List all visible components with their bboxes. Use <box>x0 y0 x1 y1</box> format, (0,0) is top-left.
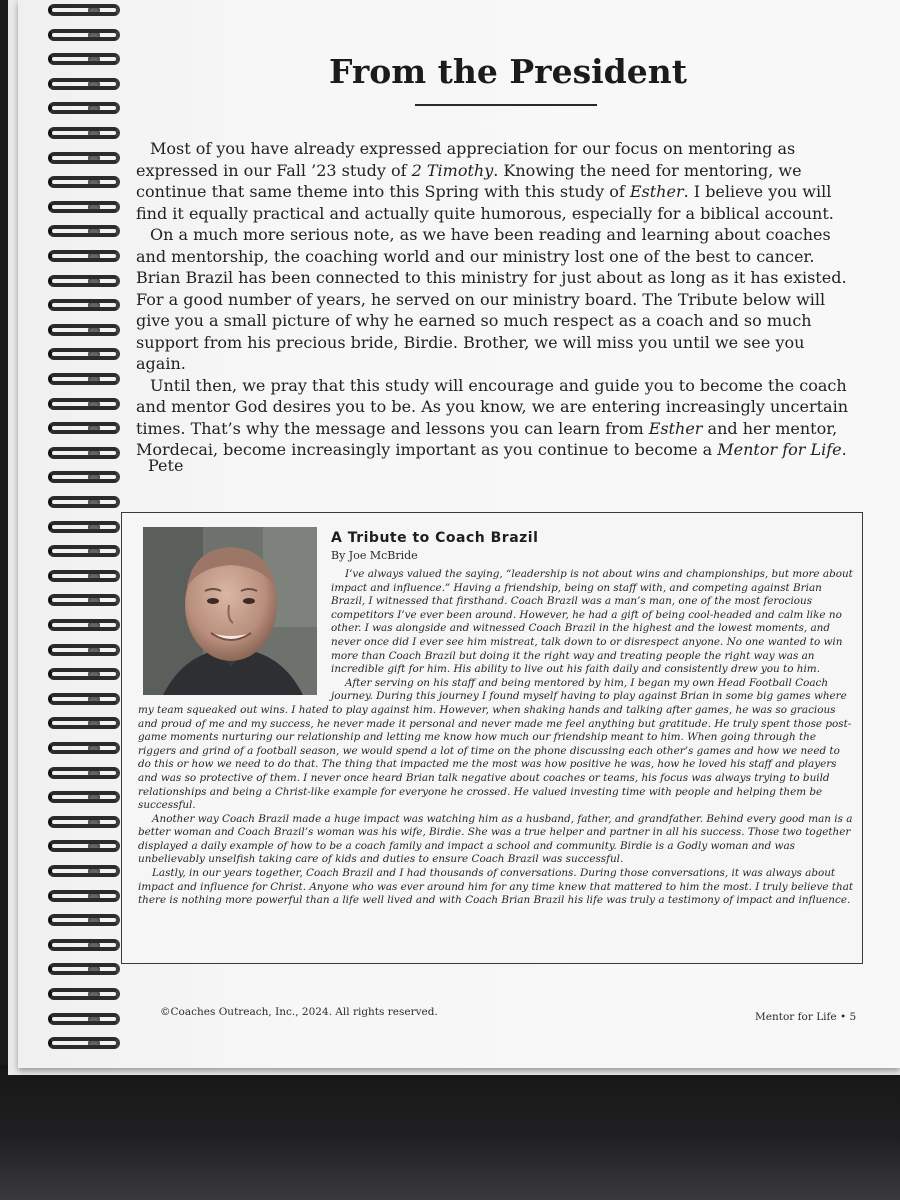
copyright-notice: ©Coaches Outreach, Inc., 2024. All rights reserved. <box>160 1006 438 1018</box>
letter-paragraph-2: On a much more serious note, as we have been reading and learning about coaches and mentorship, the coaching world and our ministry lost one of the best to cancer. Brian Brazil has been connected to this ministry for just about as long as it has existed. For a good number of years, he served on our ministry board. The Tribute below will give you a small picture of why he earned so much respect as a coach and so much support from his precious bride, Birdie. Brother, we will miss you until we see you again. <box>136 225 847 373</box>
title-underline <box>415 104 597 106</box>
letter-paragraph-3: Until then, we pray that this study will encourage and guide you to become the coach and mentor God desires you to be. As you know, we are entering increasingly uncertain times. That’s why the message and lessons you can learn from Esther and her mentor, Mordecai, become increasingly important as you continue to become a Mentor for Life. <box>136 375 849 459</box>
tribute-paragraph-2: After serving on his staff and being mentored by him, I began my own Head Football Coach journey. During this journey I found myself having to play against Brian in some big games where my team squeaked out wins. I hated to play against him. However, when shaking hands and talking after games, he was so gracious and proud of me and my success, he never made it personal and never made me feel anything but gratitude. He truly spent those post-game moments nurturing our relationship and letting me know how much our friendship meant to him. When going through the riggers and grind of a football season, we would spend a lot of time on the phone discussing each other’s games and how we need to do this or how we need to do that. The thing that impacted me the most was how positive he was, how he loved his staff and players and was so protective of them. I never once heard Brian talk negative about coaches or teams, his focus was always trying to build relationships and being a Christ-like example for everyone he crossed. He valued investing time with people and helping them be successful. <box>138 676 852 812</box>
tribute-title: A Tribute to Coach Brazil <box>331 530 539 546</box>
tribute-box <box>121 512 863 964</box>
letter-paragraph-1: Most of you have already expressed appreciation for our focus on mentoring as expressed in our Fall ’23 study of 2 Timothy. Knowing the need for mentoring, we continue that same theme into this Spring with this study of Esther. I believe you will find it equally practical and actually quite humorous, especially for a biblical account. <box>136 139 834 223</box>
footer-bullet: • <box>839 1011 850 1023</box>
photo-wrap-space <box>138 568 331 698</box>
page-footer <box>755 1011 856 1023</box>
tribute-body <box>138 568 856 968</box>
desk-surface <box>0 1065 900 1200</box>
page-content <box>18 0 900 1068</box>
page-number: 5 <box>849 1011 857 1023</box>
document-page <box>18 0 900 1068</box>
president-letter <box>136 138 852 461</box>
signature: Pete <box>148 456 184 475</box>
tribute-byline: By Joe McBride <box>331 549 418 562</box>
tribute-paragraph-1: I’ve always valued the saying, “leadership is not about wins and championships, but more about impact and influence.” Having a friendship, being on staff with, and competing against Brian Brazil, I witnessed that firsthand. Coach Brazil was a man’s man, one of the most ferocious competitors I’ve ever been around. However, he had a gift of being cool-headed and calm like no other. I was alongside and witnessed Coach Brazil in the highest and the lowest moments, and never once did I ever see him mistreat, talk down to or disrespect anyone. No one wanted to win more than Coach Brazil but doing it the right way and treating people the right way was an incredible gift for him. His ability to live out his faith daily and consistently drew you to him. <box>331 568 853 676</box>
page-title: From the President <box>329 52 687 91</box>
tribute-paragraph-4: Lastly, in our years together, Coach Brazil and I had thousands of conversations. During those conversations, it was always about impact and influence for Christ. Anyone who was ever around him for any time knew that mattered to him the most. I truly believe that there is nothing more powerful than a life well lived and with Coach Brian Brazil his life was truly a testimony of impact and influence. <box>138 867 854 907</box>
tribute-paragraph-3: Another way Coach Brazil made a huge impact was watching him as a husband, father, and grandfather. Behind every good man is a better woman and Coach Brazil’s woman was his wife, Birdie. She was a true helper and partner in all his success. Those two together displayed a daily example of how to be a coach family and impact a school and community. Birdie is a Godly woman and was unbelievably unselfish taking care of kids and duties to ensure Coach Brazil was successful. <box>138 812 853 866</box>
book-title: Mentor for Life <box>755 1011 837 1023</box>
